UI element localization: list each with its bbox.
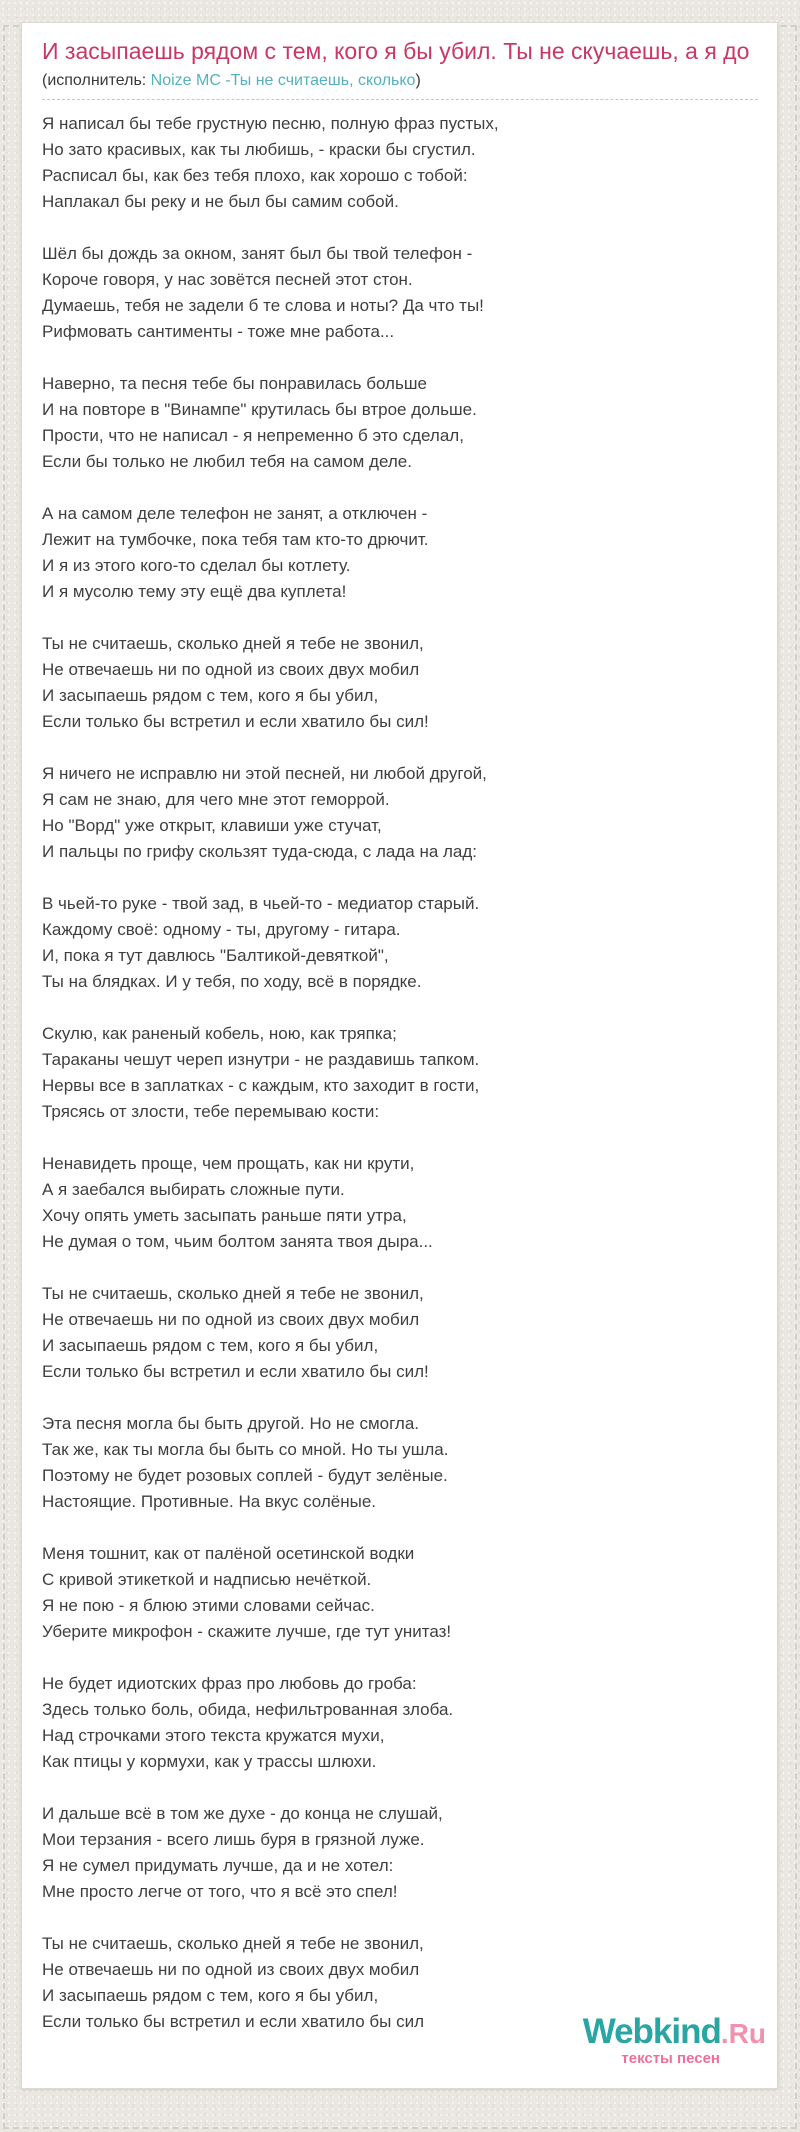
lyric-line: И на повторе в "Винампе" крутилась бы втрое дольше. [42, 400, 477, 419]
content-card [21, 22, 778, 2089]
stanza [42, 1541, 758, 1645]
lyric-line: Эта песня могла бы быть другой. Но не смогла. [42, 1414, 420, 1433]
lyric-line: Не отвечаешь ни по одной из своих двух мобил [42, 1960, 420, 1979]
stanza [42, 761, 758, 865]
lyric-line: Настоящие. Противные. На вкус солёные. [42, 1492, 377, 1511]
lyric-line: Не отвечаешь ни по одной из своих двух мобил [42, 1310, 420, 1329]
lyric-line: Мне просто легче от того, что я всё это спел! [42, 1882, 398, 1901]
lyric-line: Каждому своё: одному - ты, другому - гитара. [42, 920, 401, 939]
lyric-line: И засыпаешь рядом с тем, кого я бы убил, [42, 1986, 379, 2005]
stanza [42, 1671, 758, 1775]
lyric-line: Наплакал бы реку и не был бы самим собой. [42, 192, 399, 211]
stanza [42, 1801, 758, 1905]
logo-text-suffix: .Ru [720, 2018, 766, 2049]
page-title: И засыпаешь рядом с тем, кого я бы убил. Ты не скучаешь, а я до [42, 38, 750, 64]
lyric-line: Нервы все в заплатках - с каждым, кто заходит в гости, [42, 1076, 480, 1095]
lyric-line: Мои терзания - всего лишь буря в грязной луже. [42, 1830, 425, 1849]
stanza [42, 501, 758, 605]
lyric-line: Я не сумел придумать лучше, да и не хотел: [42, 1856, 394, 1875]
lyric-line: В чьей-то руке - твой зад, в чьей-то - медиатор старый. [42, 894, 480, 913]
lyric-line: Но зато красивых, как ты любишь, - краски бы сгустил. [42, 140, 476, 159]
lyric-line: Ты не считаешь, сколько дней я тебе не звонил, [42, 1284, 424, 1303]
stanza [42, 241, 758, 345]
lyric-line: Но "Ворд" уже открыт, клавиши уже стучат, [42, 816, 382, 835]
lyric-line: С кривой этикеткой и надписью нечёткой. [42, 1570, 372, 1589]
lyric-line: Так же, как ты могла бы быть со мной. Но ты ушла. [42, 1440, 449, 1459]
lyric-line: Если только бы встретил и если хватило бы сил! [42, 712, 429, 731]
lyric-line: Рифмовать сантименты - тоже мне работа... [42, 322, 395, 341]
lyric-line: Прости, что не написал - я непременно б это сделал, [42, 426, 464, 445]
stanza [42, 631, 758, 735]
lyric-line: Ты не считаешь, сколько дней я тебе не звонил, [42, 1934, 424, 1953]
lyric-line: Уберите микрофон - скажите лучше, где тут унитаз! [42, 1622, 452, 1641]
lyric-line: Наверно, та песня тебе бы понравилась больше [42, 374, 427, 393]
stanza [42, 1281, 758, 1385]
lyric-line: А я заебался выбирать сложные пути. [42, 1180, 345, 1199]
lyric-line: Здесь только боль, обида, нефильтрованная злоба. [42, 1700, 454, 1719]
lyric-line: Тараканы чешут череп изнутри - не раздавишь тапком. [42, 1050, 480, 1069]
lyric-line: Я не пою - я блюю этими словами сейчас. [42, 1596, 375, 1615]
lyric-line: Я написал бы тебе грустную песню, полную фраз пустых, [42, 114, 499, 133]
stanza [42, 111, 758, 215]
lyric-line: Как птицы у кормухи, как у трассы шлюхи. [42, 1752, 377, 1771]
logo-text-main: Webkind [582, 2012, 721, 2051]
lyric-line: И пальцы по грифу скользят туда-сюда, с лада на лад: [42, 842, 478, 861]
stanza [42, 371, 758, 475]
lyric-line: Думаешь, тебя не задели б те слова и ноты? Да что ты! [42, 296, 484, 315]
lyric-line: Шёл бы дождь за окном, занят был бы твой телефон - [42, 244, 473, 263]
lyric-line: Над строчками этого текста кружатся мухи, [42, 1726, 385, 1745]
lyric-line: Хочу опять уметь засыпать раньше пяти утра, [42, 1206, 407, 1225]
lyric-line: Расписал бы, как без тебя плохо, как хорошо с тобой: [42, 166, 468, 185]
lyric-line: И я из этого кого-то сделал бы котлету. [42, 556, 351, 575]
lyric-line: Скулю, как раненый кобель, ною, как тряпка; [42, 1024, 397, 1043]
artist-link[interactable]: Noize MC -Ты не считаешь, сколько [150, 72, 416, 89]
lyric-line: Я ничего не исправлю ни этой песней, ни любой другой, [42, 764, 487, 783]
stanza [42, 891, 758, 995]
artist-line [42, 70, 758, 100]
lyric-line: Если только бы встретил и если хватило бы сил [42, 2012, 425, 2031]
lyric-line: Поэтому не будет розовых соплей - будут зелёные. [42, 1466, 448, 1485]
lyric-line: Если только бы встретил и если хватило бы сил! [42, 1362, 429, 1381]
artist-label: (исполнитель: [42, 72, 151, 89]
lyric-line: Ты на блядках. И у тебя, по ходу, всё в порядке. [42, 972, 422, 991]
lyric-line: А на самом деле телефон не занят, а отключен - [42, 504, 428, 523]
stanza [42, 1151, 758, 1255]
lyric-line: Не думая о том, чьим болтом занята твоя дыра... [42, 1232, 433, 1251]
lyric-line: Ненавидеть проще, чем прощать, как ни крути, [42, 1154, 415, 1173]
lyric-line: Ты не считаешь, сколько дней я тебе не звонил, [42, 634, 424, 653]
lyric-line: И я мусолю тему эту ещё два куплета! [42, 582, 347, 601]
artist-close-paren: ) [415, 72, 421, 89]
lyric-line: И дальше всё в том же духе - до конца не слушай, [42, 1804, 443, 1823]
lyric-line: Я сам не знаю, для чего мне этот геморрой. [42, 790, 390, 809]
lyric-line: Не будет идиотских фраз про любовь до гроба: [42, 1674, 417, 1693]
logo-tagline: тексты песен [621, 2050, 720, 2067]
lyric-line: Короче говоря, у нас зовётся песней этот стон. [42, 270, 413, 289]
lyric-line: Если бы только не любил тебя на самом деле. [42, 452, 412, 471]
lyrics [42, 111, 758, 2035]
lyric-line: Не отвечаешь ни по одной из своих двух мобил [42, 660, 420, 679]
lyric-line: И, пока я тут давлюсь "Балтикой-девяткой", [42, 946, 389, 965]
stanza [42, 1411, 758, 1515]
lyric-line: Лежит на тумбочке, пока тебя там кто-то дрючит. [42, 530, 429, 549]
stanza [42, 1021, 758, 1125]
lyric-line: И засыпаешь рядом с тем, кого я бы убил, [42, 686, 379, 705]
lyric-line: Меня тошнит, как от палёной осетинской водки [42, 1544, 415, 1563]
lyric-line: Трясясь от злости, тебе перемываю кости: [42, 1102, 380, 1121]
lyric-line: И засыпаешь рядом с тем, кого я бы убил, [42, 1336, 379, 1355]
